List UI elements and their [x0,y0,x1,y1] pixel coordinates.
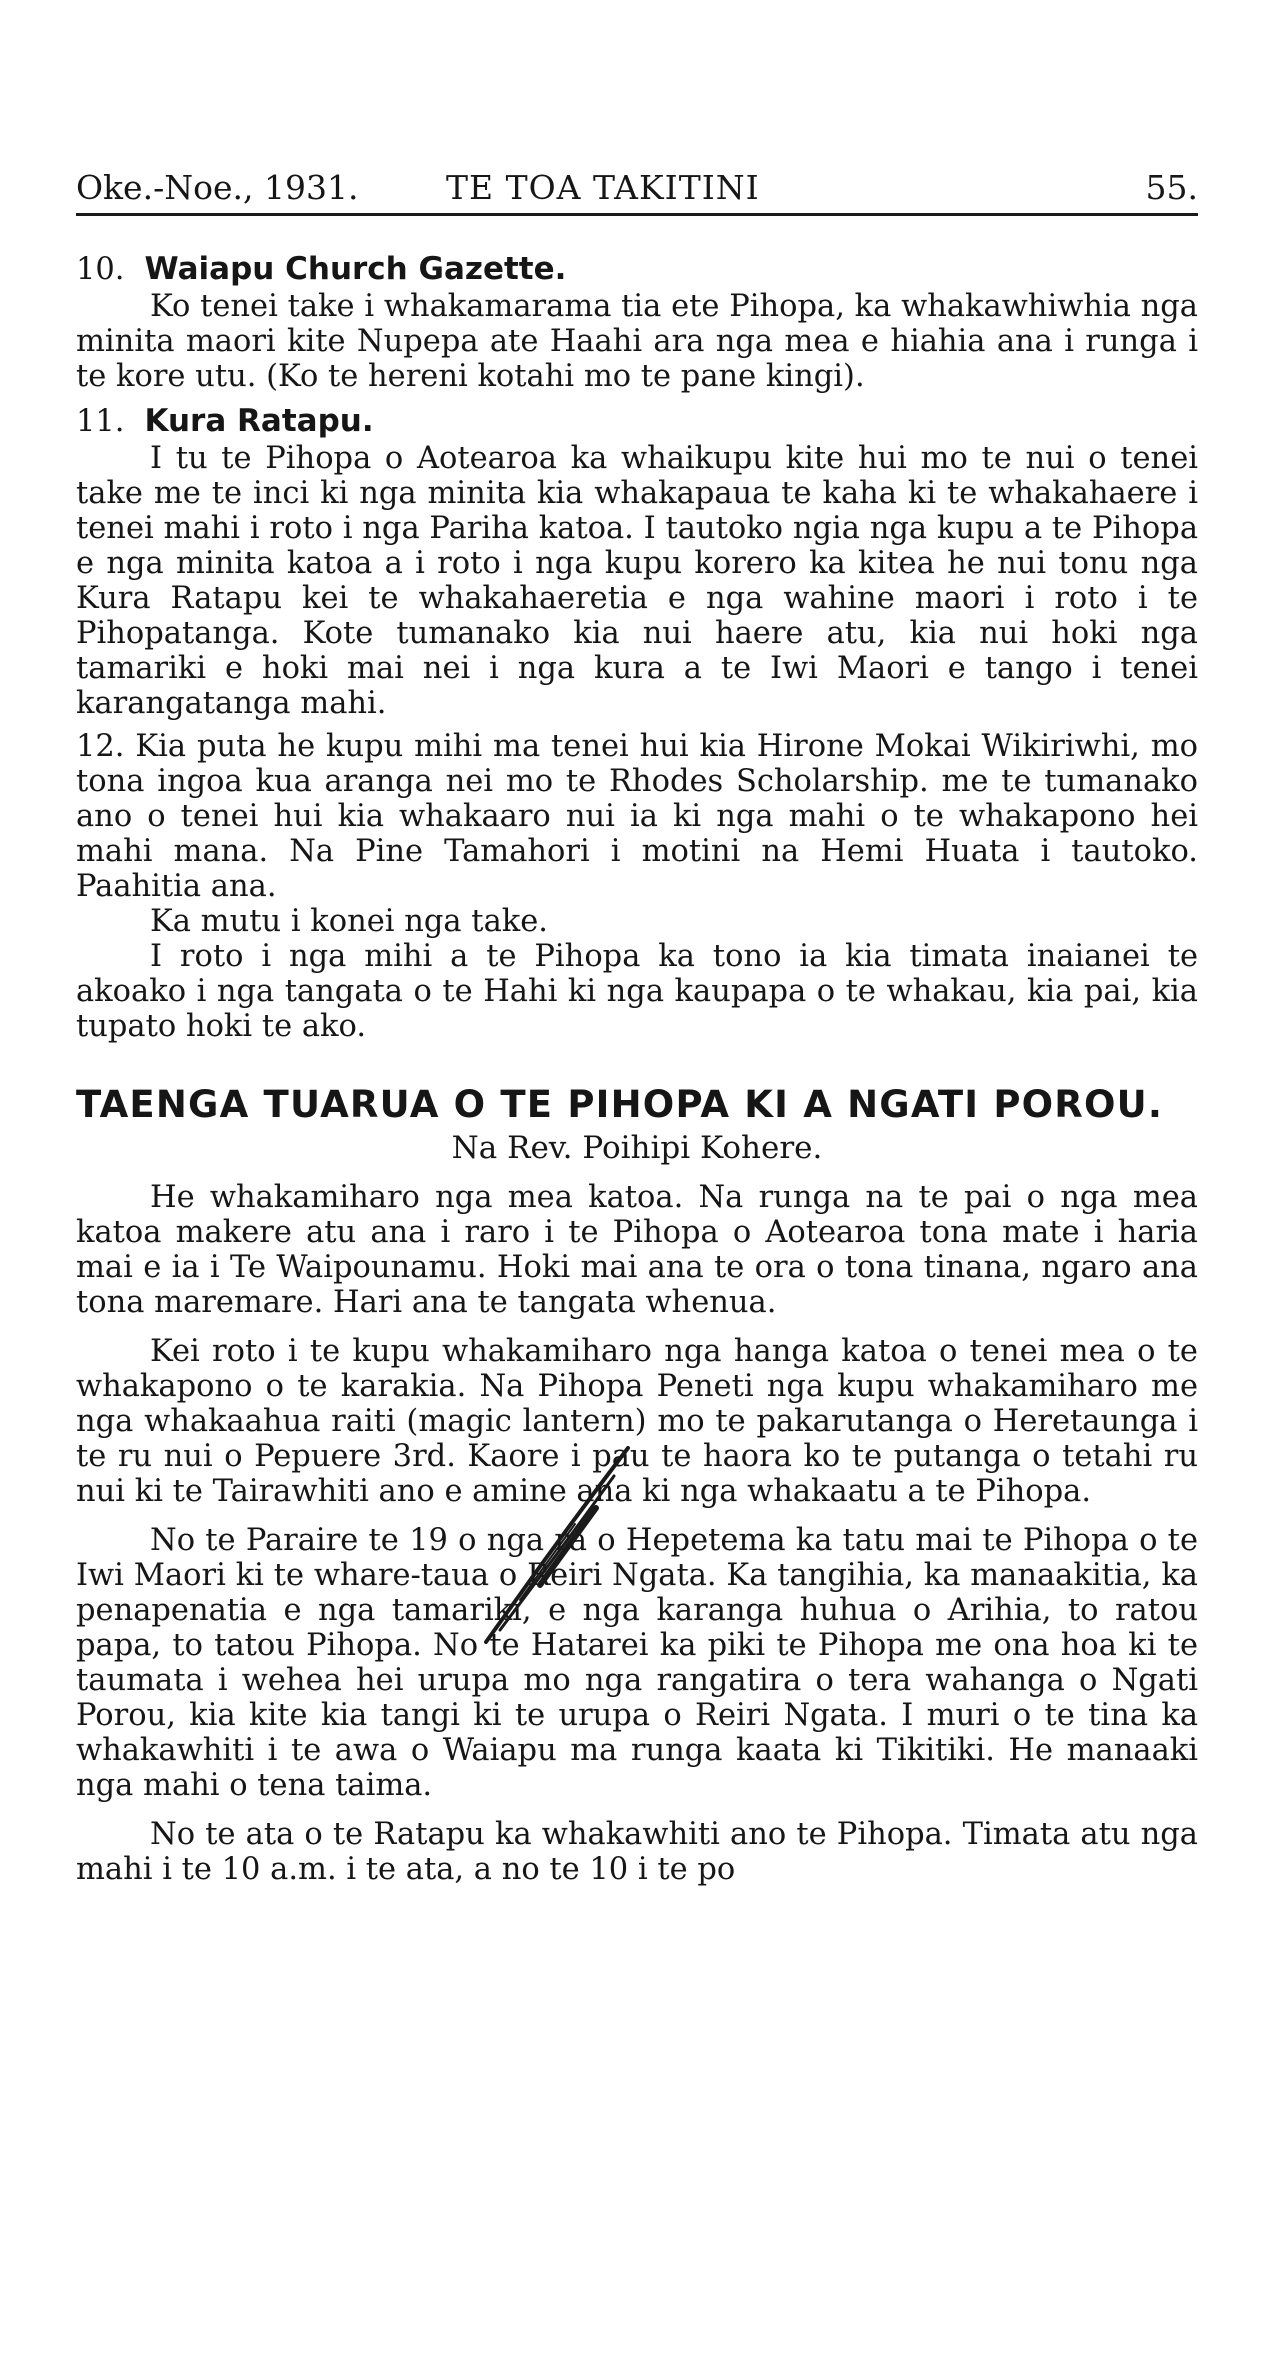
article-byline: Na Rev. Poihipi Kohere. [451,1130,823,1166]
paragraph-gap [76,1320,1198,1334]
item-paragraph: I tu te Pihopa o Aotearoa ka whaikupu kite hui mo te nui o tenei take me te inci ki nga minita kia whakapaua te kaha ki te whakahaere i tenei mahi i roto i nga Pariha katoa. I tautoko ngia nga kupu a te Pihopa e nga minita katoa a i roto i nga kupu korero ka kitea he nui tonu nga Kura Ratapu kei te whakahaeretia e nga wahine maori i roto i te Pihopatanga. Kote tumanako kia nui haere atu, kia nui hoki nga tamariki e hoki mai nei i nga kura a te Iwi Maori e tango i tenei karangatanga mahi. [76,441,1198,721]
publication-title: TE TOA TAKITINI [446,168,760,207]
paragraph-gap [76,1509,1198,1523]
page-header [76,168,1198,220]
item-paragraph: Ko tenei take i whakamarama tia ete Pihopa, ka whakawhiwhia nga minita maori kite Nupepa ate Haahi ara nga mea e hiahia ana i runga i te kore utu. (Ko te hereni kotahi mo te pane kingi). [76,289,1198,394]
item-text: Kia puta he kupu mihi ma tenei hui kia Hirone Mokai Wikiriwhi, mo tona ingoa kua aranga nei mo te Rhodes Scholarship. me te tumanako ano o tenei hui kia whakaaro nui ia ki nga mahi o te whakapono hei mahi mana. Na Pine Tamahori i motini na Hemi Huata i tautoko. Paahitia ana. [76,729,1198,904]
item-number: 12. [76,729,125,764]
issue-date: Oke.-Noe., 1931. [76,168,359,207]
article-paragraph: No te Paraire te 19 o nga ra o Hepetema ka tatu mai te Pihopa o te Iwi Maori ki te whare-taua o Reiri Ngata. Ka tangihia, ka manaakitia, ka penapenatia e nga tamariki, e nga karanga huhua o Arihia, to ratou papa, to tatou Pihopa. No te Hatarei ka piki te Pihopa me ona hoa ki te taumata i wehea hei urupa mo nga rangatira o tera wahanga o Ngati Porou, kia kite kia tangi ki te urupa o Reiri Ngata. I muri o te tina ka whakawhiti i te awa o Waiapu ma runga kaata ki Tikitiki. He manaaki nga mahi o tena taima. [76,1523,1198,1803]
item-paragraph: I roto i nga mihi a te Pihopa ka tono ia kia timata inaianei te akoako i nga tangata o te Hahi ki nga kaupapa o te whakau, kia pai, kia tupato hoki te ako. [76,939,1198,1044]
item-number: 10. [76,252,125,287]
item-heading [76,250,1198,289]
item-heading [76,402,1198,441]
article-heading: TAENGA TUARUA O TE PIHOPA KI A NGATI POROU. [76,1083,1164,1126]
item-title: Waiapu Church Gazette. [144,251,567,287]
item-paragraph: Ka mutu i konei nga take. [150,904,548,939]
article-paragraph: He whakamiharo nga mea katoa. Na runga na te pai o nga mea katoa makere atu ana i raro i te Pihopa o Aotearoa tona mate i haria mai e ia i Te Waipounamu. Hoki mai ana te ora o tona tinana, ngaro ana tona maremare. Hari ana te tangata whenua. [76,1180,1198,1320]
item-title: Kura Ratapu. [144,403,374,439]
article-paragraph: No te ata o te Ratapu ka whakawhiti ano te Pihopa. Timata atu nga mahi i te 10 a.m. i te ata, a no te 10 i te po [76,1817,1198,1887]
page-number: 55. [1145,168,1198,207]
page-body [76,250,1198,1887]
item-paragraph [76,729,1198,904]
item-number: 11. [76,404,125,439]
paragraph-gap [76,1803,1198,1817]
header-rule [76,213,1198,216]
article-paragraph: Kei roto i te kupu whakamiharo nga hanga katoa o tenei mea o te whakapono o te karakia. Na Pihopa Peneti nga kupu whakamiharo me nga whakaahua raiti (magic lantern) mo te pakarutanga o Heretaunga i te ru nui o Pepuere 3rd. Kaore i pau te haora ko te putanga o tetahi ru nui ki te Tairawhiti ano e amine ana ki nga whakaatu a te Pihopa. [76,1334,1198,1509]
